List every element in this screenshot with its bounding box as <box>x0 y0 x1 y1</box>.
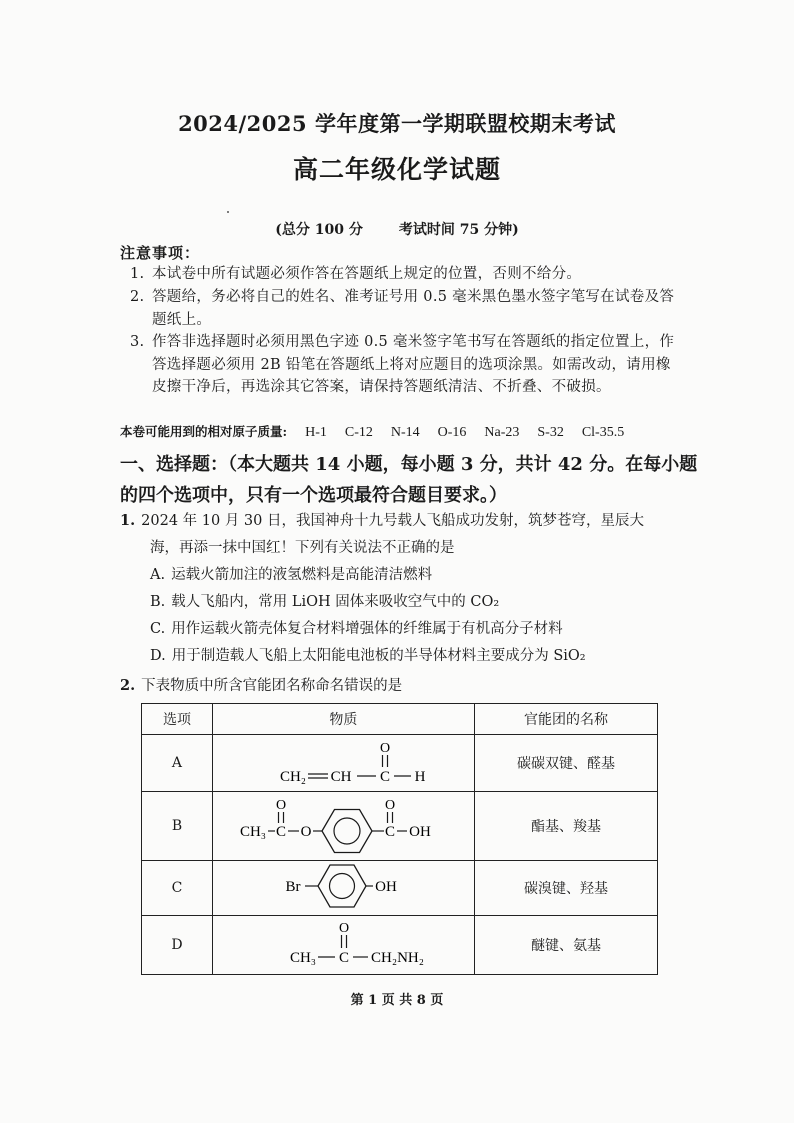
group-name-cell: 碳碳双键、醛基 <box>474 735 657 792</box>
aminoacetone-structure <box>213 916 474 970</box>
exam-subtitle: 高二年级化学试题 <box>292 155 501 184</box>
atom-label: C <box>384 824 395 840</box>
atomic-mass: Na-23 <box>484 425 520 440</box>
option-letter: A. <box>150 567 166 583</box>
option-cell: A <box>142 735 213 792</box>
atomic-mass: C-12 <box>344 425 373 440</box>
atomic-mass: H-1 <box>305 425 327 440</box>
atom-label: C <box>338 950 349 966</box>
atom-label: C <box>275 824 286 840</box>
question-2 <box>120 673 690 700</box>
option-text: 用作运载火箭壳体复合材料增强体的纤维属于有机高分子材料 <box>171 621 563 637</box>
atomic-masses-label: 本卷可能用到的相对原子质量: <box>120 424 288 439</box>
note-number: 2. <box>130 289 145 305</box>
table-row <box>142 792 658 861</box>
option-cell: B <box>142 792 213 861</box>
scan-speck <box>227 211 229 213</box>
exam-meta <box>0 219 794 239</box>
question-text: 2024 年 10 月 30 日，我国神舟十九号载人飞船成功发射，筑梦苍穹，星辰大 <box>141 513 644 529</box>
atomic-mass: S-32 <box>537 425 564 440</box>
group-name-cell: 醚键、氨基 <box>474 916 657 975</box>
atomic-masses <box>120 422 624 441</box>
structure-cell <box>212 916 474 975</box>
atom-label: O <box>275 798 286 813</box>
atom-label: Br <box>285 879 301 895</box>
benzene-ring <box>318 865 366 907</box>
note-item <box>120 331 680 399</box>
atom-label: O <box>338 921 349 936</box>
atomic-mass: Cl-35.5 <box>581 425 625 440</box>
notes-heading: 注意事项： <box>120 244 201 262</box>
table-header: 选项 <box>142 704 213 735</box>
question-1 <box>120 508 690 561</box>
exam-time: 考试时间 75 分钟) <box>398 222 519 238</box>
table-row <box>142 861 658 916</box>
atom-label: CH₂NH₂ <box>370 950 424 966</box>
option-letter: D. <box>150 648 166 664</box>
note-number: 1. <box>130 266 145 282</box>
question-number: 1. <box>120 512 136 529</box>
exam-title: 2024/2025 学年度第一学期联盟校期末考试 <box>178 111 616 136</box>
aromatic-circle <box>334 818 360 844</box>
atom-label: OH <box>409 824 431 840</box>
option-letter: C. <box>150 621 166 637</box>
atom-label: O <box>379 741 390 756</box>
atomic-mass: O-16 <box>437 425 467 440</box>
option-text: 运载火箭加注的液氢燃料是高能清洁燃料 <box>171 567 433 583</box>
table-header-row <box>142 704 658 735</box>
note-item <box>120 286 680 331</box>
group-name-cell: 碳溴键、羟基 <box>474 861 657 916</box>
option-letter: B. <box>150 594 166 610</box>
option-cell: D <box>142 916 213 975</box>
bromophenol-structure <box>213 861 474 911</box>
atom-label: C <box>379 769 390 785</box>
note-text: 作答非选择题时必须用黑色字迹 0.5 毫米签字笔书写在答题纸的指定位置上，作答选择题必须用 2B 铅笔在答题纸上将对应题目的选项涂黑。如需改动，请用橡皮擦干净后，再选涂其它答案，请保持答题纸清洁、不折叠、不破损。 <box>152 334 675 395</box>
question-text: 海，再添一抹中国红！下列有关说法不正确的是 <box>150 539 455 556</box>
atomic-mass: N-14 <box>390 425 420 440</box>
option-cell: C <box>142 861 213 916</box>
atom-label: CH₃ <box>289 950 316 966</box>
atom-label: O <box>300 824 312 840</box>
structure-cell <box>212 792 474 861</box>
option-d <box>150 645 586 667</box>
structure-cell <box>212 735 474 792</box>
aromatic-circle <box>329 874 354 899</box>
option-a <box>150 564 432 586</box>
question-text: 下表物质中所含官能团名称命名错误的是 <box>141 678 403 694</box>
option-text: 用于制造载人飞船上太阳能电池板的半导体材料主要成分为 SiO₂ <box>171 648 586 664</box>
structure-cell <box>212 861 474 916</box>
atom-label: CH <box>330 769 352 785</box>
table-row <box>142 735 658 792</box>
note-item <box>120 263 680 286</box>
option-b <box>150 591 499 613</box>
group-name-cell: 酯基、羧基 <box>474 792 657 861</box>
section-heading: 一、选择题：（本大题共 14 小题，每小题 3 分，共计 42 分。在每小题的四个选项中，只有一个选项最符合题目要求。） <box>120 454 698 506</box>
total-score: (总分 100 分 <box>275 222 363 238</box>
option-text: 载人飞船内，常用 LiOH 固体来吸收空气中的 CO₂ <box>171 594 500 610</box>
table-header: 官能团的名称 <box>474 704 657 735</box>
ester-acid-structure <box>213 792 474 856</box>
atom-label: CH₂ <box>279 769 306 785</box>
atom-label: O <box>384 798 395 813</box>
note-text: 答题给，务必将自己的姓名、准考证号用 0.5 毫米黑色墨水签字笔写在试卷及答题纸上。 <box>152 289 675 328</box>
acrolein-structure <box>213 735 474 787</box>
atom-label: OH <box>375 879 397 895</box>
note-number: 3. <box>130 334 145 350</box>
page-footer: 第 1 页 共 8 页 <box>350 993 444 1008</box>
table-row <box>142 916 658 975</box>
option-c <box>150 618 563 640</box>
atom-label: H <box>414 769 426 785</box>
functional-group-table <box>141 703 658 975</box>
question-number: 2. <box>120 677 136 694</box>
note-text: 本试卷中所有试题必须作答在答题纸上规定的位置，否则不给分。 <box>152 266 582 282</box>
benzene-ring <box>322 810 372 853</box>
atom-label: CH₃ <box>239 824 266 840</box>
table-header: 物质 <box>212 704 474 735</box>
